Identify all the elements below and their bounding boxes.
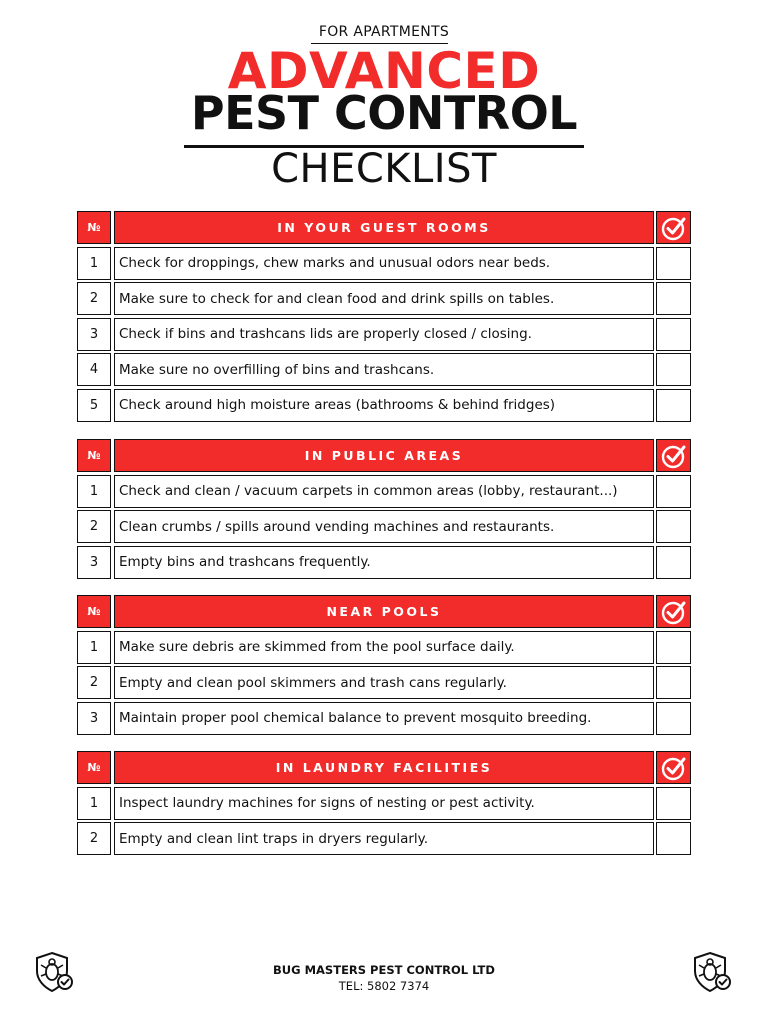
section-public-areas <box>77 439 691 581</box>
table-row <box>77 631 691 664</box>
item-text: Make sure debris are skimmed from the pool surface daily. <box>114 631 654 664</box>
checkbox[interactable] <box>656 247 691 280</box>
item-number: 2 <box>77 282 111 315</box>
item-text: Make sure no overfilling of bins and trashcans. <box>114 353 654 386</box>
table-row <box>77 353 691 386</box>
checkbox[interactable] <box>656 822 691 855</box>
item-number: 4 <box>77 353 111 386</box>
checkbox[interactable] <box>656 318 691 351</box>
section-title: IN LAUNDRY FACILITIES <box>114 751 654 784</box>
checkbox[interactable] <box>656 353 691 386</box>
table-row <box>77 822 691 855</box>
table-row <box>77 546 691 579</box>
item-text: Check for droppings, chew marks and unusual odors near beds. <box>114 247 654 280</box>
table-row <box>77 702 691 735</box>
section-header <box>77 595 691 628</box>
table-row <box>77 389 691 422</box>
checkmark-circle-icon <box>661 755 687 781</box>
title-checklist: CHECKLIST <box>271 146 497 192</box>
item-text: Empty and clean lint traps in dryers regularly. <box>114 822 654 855</box>
section-laundry-facilities <box>77 751 691 858</box>
checkmark-circle-icon <box>661 443 687 469</box>
section-header <box>77 439 691 472</box>
item-number: 1 <box>77 247 111 280</box>
checkbox[interactable] <box>656 631 691 664</box>
item-number: 1 <box>77 787 111 820</box>
item-text: Check if bins and trashcans lids are properly closed / closing. <box>114 318 654 351</box>
section-title: IN PUBLIC AREAS <box>114 439 654 472</box>
checkbox[interactable] <box>656 282 691 315</box>
item-number: 1 <box>77 631 111 664</box>
checkbox[interactable] <box>656 510 691 543</box>
subtitle: FOR APARTMENTS <box>318 24 450 40</box>
item-number: 2 <box>77 510 111 543</box>
checkbox[interactable] <box>656 546 691 579</box>
section-guest-rooms <box>77 211 691 424</box>
checkbox[interactable] <box>656 389 691 422</box>
item-text: Make sure to check for and clean food and drink spills on tables. <box>114 282 654 315</box>
table-row <box>77 787 691 820</box>
number-column-header: № <box>77 595 111 628</box>
table-row <box>77 282 691 315</box>
checkbox[interactable] <box>656 666 691 699</box>
table-row <box>77 666 691 699</box>
section-header <box>77 751 691 784</box>
checkbox[interactable] <box>656 475 691 508</box>
item-text: Check and clean / vacuum carpets in common areas (lobby, restaurant...) <box>114 475 654 508</box>
checkbox[interactable] <box>656 787 691 820</box>
item-number: 3 <box>77 702 111 735</box>
company-name: BUG MASTERS PEST CONTROL LTD <box>273 963 495 977</box>
number-column-header: № <box>77 211 111 244</box>
title-advanced: ADVANCED <box>227 42 541 100</box>
item-text: Maintain proper pool chemical balance to prevent mosquito breeding. <box>114 702 654 735</box>
shield-bug-check-icon <box>690 950 734 994</box>
item-number: 2 <box>77 822 111 855</box>
item-number: 2 <box>77 666 111 699</box>
title-pest-control: PEST CONTROL <box>190 86 578 140</box>
checkmark-circle-icon <box>661 599 687 625</box>
check-column-header <box>656 595 691 628</box>
section-header <box>77 211 691 244</box>
number-column-header: № <box>77 751 111 784</box>
item-text: Clean crumbs / spills around vending machines and restaurants. <box>114 510 654 543</box>
table-row <box>77 510 691 543</box>
checkbox[interactable] <box>656 702 691 735</box>
section-title: NEAR POOLS <box>114 595 654 628</box>
item-text: Empty and clean pool skimmers and trash cans regularly. <box>114 666 654 699</box>
table-row <box>77 475 691 508</box>
page-header <box>0 0 768 200</box>
table-row <box>77 247 691 280</box>
check-column-header <box>656 751 691 784</box>
company-phone: TEL: 5802 7374 <box>338 979 430 993</box>
item-text: Inspect laundry machines for signs of nesting or pest activity. <box>114 787 654 820</box>
item-number: 3 <box>77 546 111 579</box>
checkmark-circle-icon <box>661 215 687 241</box>
number-column-header: № <box>77 439 111 472</box>
item-text: Empty bins and trashcans frequently. <box>114 546 654 579</box>
check-column-header <box>656 211 691 244</box>
section-title: IN YOUR GUEST ROOMS <box>114 211 654 244</box>
item-number: 1 <box>77 475 111 508</box>
section-near-pools <box>77 595 691 737</box>
check-column-header <box>656 439 691 472</box>
item-text: Check around high moisture areas (bathrooms & behind fridges) <box>114 389 654 422</box>
item-number: 3 <box>77 318 111 351</box>
item-number: 5 <box>77 389 111 422</box>
table-row <box>77 318 691 351</box>
